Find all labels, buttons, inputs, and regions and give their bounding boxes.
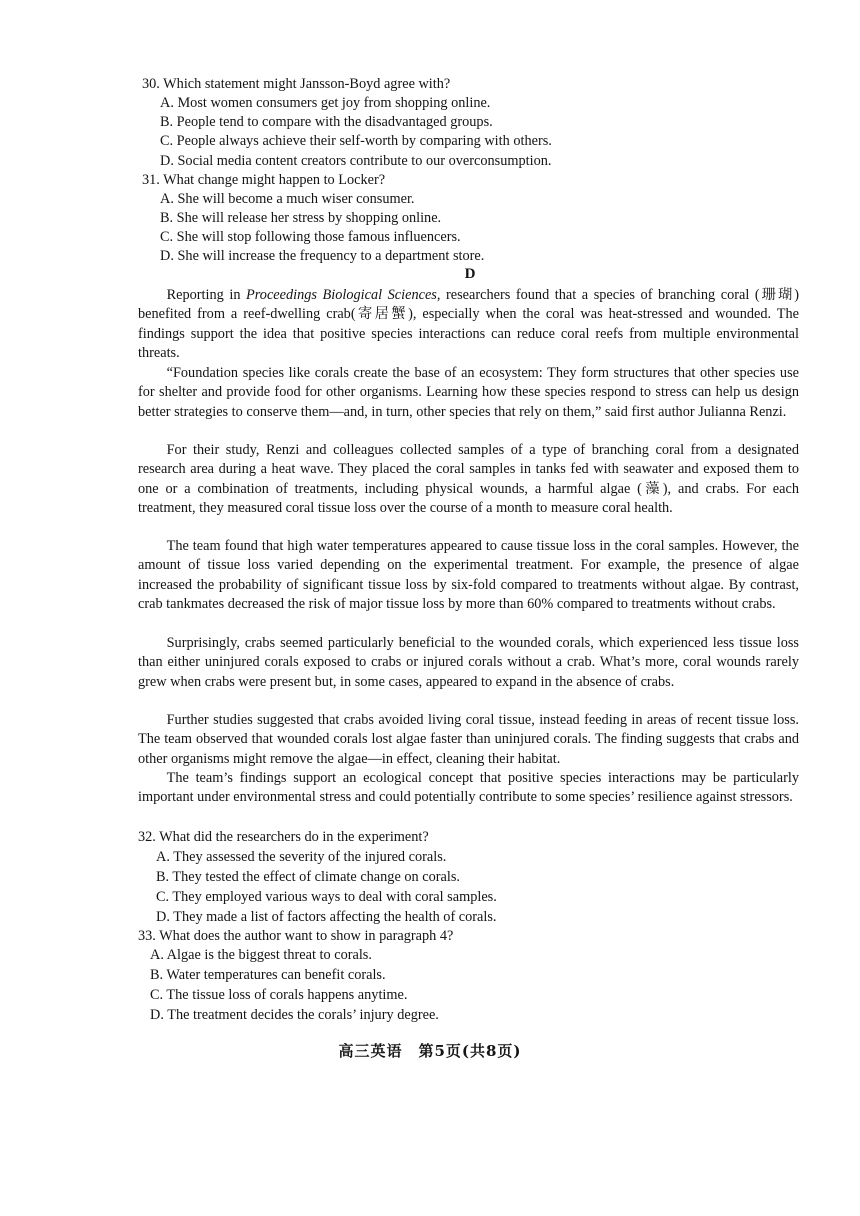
question-30-option-a: A. Most women consumers get joy from shopping online.	[160, 95, 491, 111]
paragraph-1-prefix: Reporting in	[166, 287, 247, 303]
question-30-option-d: D. Social media content creators contribute to our overconsumption.	[160, 153, 552, 169]
passage-paragraph-6: Further studies suggested that crabs avoided living coral tissue, instead feeding in areas of recent tissue loss. The team observed that wounded corals lost algae faster than uninjured corals. The finding suggests that crabs and other organisms might remove the algae—in effect, cleaning their habitat.	[138, 712, 799, 767]
paragraph-1-text: , researchers found that a species of branching coral (珊瑚) benefited from a reef-dwelling crab(寄居蟹), especially when the coral was heat-stressed and wounded. The findings support the idea that positive species interactions can reduce coral reefs from multiple environmental threats.	[138, 287, 799, 361]
journal-title: Proceedings Biological Sciences	[246, 287, 437, 303]
passage-paragraph-4: The team found that high water temperatures appeared to cause tissue loss in the coral samples. However, the amount of tissue loss varied depending on the experimental treatment. For example, the presence of algae increased the probability of significant tissue loss by six-fold compared to treatments without algae. By contrast, crab tankmates decreased the risk of major tissue loss by more than 60% compared to treatments without crabs.	[138, 538, 799, 612]
question-33-option-c: C. The tissue loss of corals happens anytime.	[150, 987, 408, 1003]
passage-paragraph-1	[138, 286, 799, 363]
page-footer: 高三英语 第5页(共8页)	[338, 1042, 522, 1060]
question-32-option-c: C. They employed various ways to deal with coral samples.	[156, 889, 497, 905]
question-33-option-d: D. The treatment decides the corals’ injury degree.	[150, 1007, 439, 1023]
question-32-option-d: D. They made a list of factors affecting the health of corals.	[156, 909, 497, 925]
question-30-stem: 30. Which statement might Jansson-Boyd agree with?	[142, 76, 451, 92]
passage-paragraph-5: Surprisingly, crabs seemed particularly beneficial to the wounded corals, which experienced less tissue loss than either uninjured corals exposed to crabs or injured corals without a crab. What’s more, coral wounds rarely grew when crabs were present but, in some cases, appeared to expand in the absence of crabs.	[138, 635, 799, 690]
passage-paragraph-7: The team’s findings support an ecological concept that positive species interactions may be particularly important under environmental stress and could potentially contribute to some species’ resilience against stressors.	[138, 770, 799, 806]
question-32-stem: 32. What did the researchers do in the experiment?	[138, 829, 429, 845]
question-31-stem: 31. What change might happen to Locker?	[142, 172, 386, 188]
passage-paragraph-3: For their study, Renzi and colleagues collected samples of a type of branching coral from a designated research area during a heat wave. They placed the coral samples in tanks fed with seawater and exposed them to one or a combination of treatments, including physical wounds, a harmful algae (藻), and crabs. For each treatment, they measured coral tissue loss over the course of a month to measure coral health.	[138, 442, 799, 516]
question-32-option-b: B. They tested the effect of climate change on corals.	[156, 869, 460, 885]
question-30-option-c: C. People always achieve their self-worth by comparing with others.	[160, 133, 552, 149]
question-30-option-b: B. People tend to compare with the disadvantaged groups.	[160, 114, 493, 130]
question-31-option-c: C. She will stop following those famous influencers.	[160, 229, 461, 245]
question-32-option-a: A. They assessed the severity of the injured corals.	[156, 849, 447, 865]
question-31-option-a: A. She will become a much wiser consumer.	[160, 191, 415, 207]
section-heading-d: D	[464, 266, 476, 282]
question-33-stem: 33. What does the author want to show in paragraph 4?	[138, 928, 454, 944]
question-33-option-b: B. Water temperatures can benefit corals.	[150, 967, 386, 983]
question-31-option-d: D. She will increase the frequency to a department store.	[160, 248, 485, 264]
question-31-option-b: B. She will release her stress by shopping online.	[160, 210, 442, 226]
passage-paragraph-2: “Foundation species like corals create the base of an ecosystem: They form structures that other species use for shelter and provide food for other organisms. Learning how these species respond to stress can help us design better strategies to conserve them—and, in turn, other species that rely on them,” said first author Julianna Renzi.	[138, 365, 799, 420]
question-33-option-a: A. Algae is the biggest threat to corals.	[150, 947, 372, 963]
